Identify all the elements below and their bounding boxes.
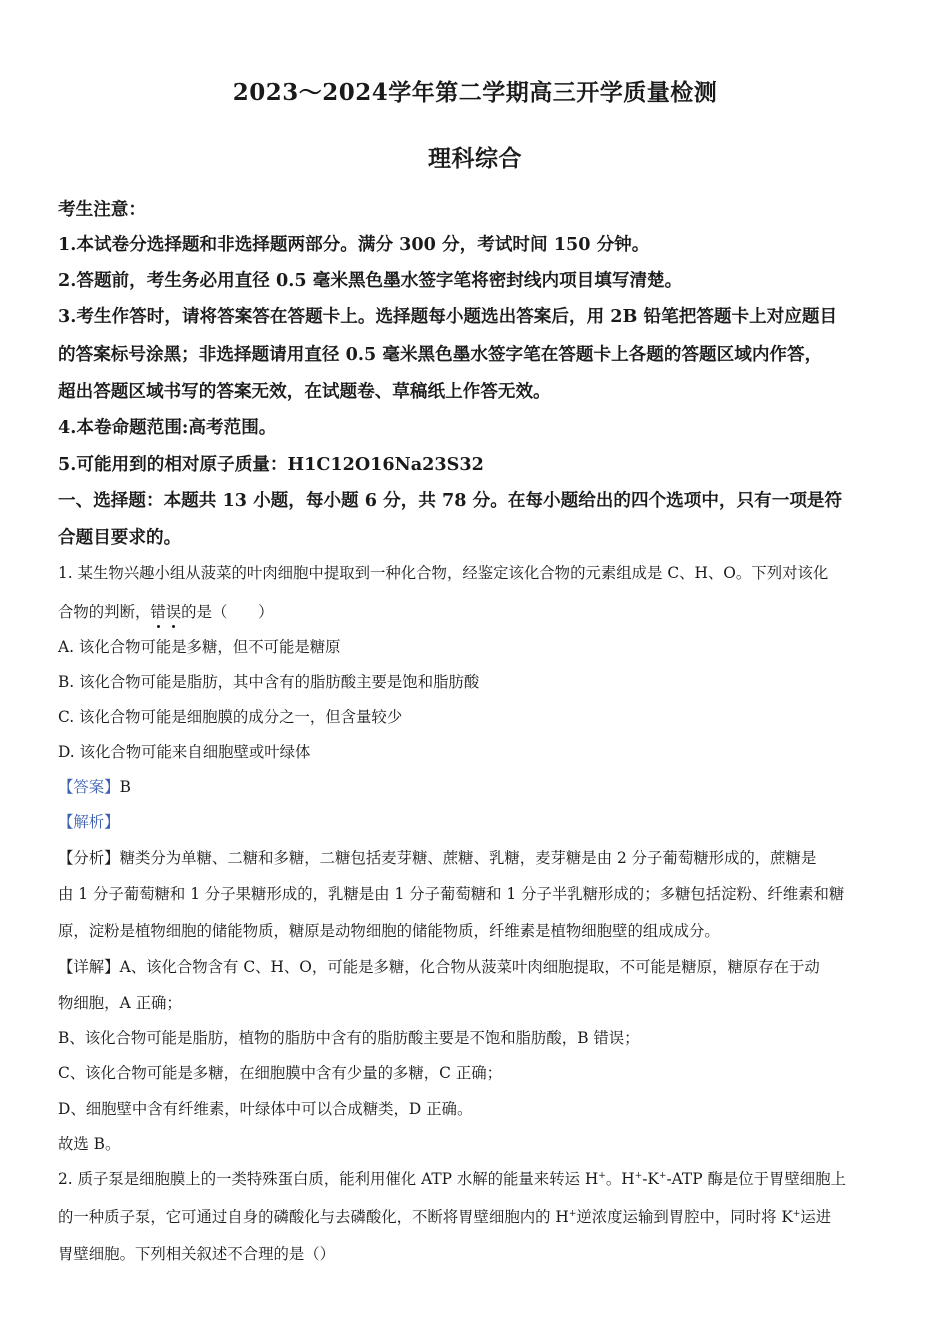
emphasis-char-2: 误 (165, 603, 182, 621)
notice-item-3-line-3: 超出答题区域书写的答案无效，在试题卷、草稿纸上作答无效。 (58, 381, 551, 402)
notice-item-4: 4.本卷命题范围:高考范围。 (58, 417, 277, 438)
detail-line-d: D、细胞壁中含有纤维素，叶绿体中可以合成糖类，D 正确。 (58, 1100, 473, 1118)
question-1-stem-part-b: 的是（ ） (181, 603, 274, 621)
question-1-option-a: A. 该化合物可能是多糖，但不可能是糖原 (58, 638, 341, 656)
question-1-stem-line-2 (58, 600, 898, 622)
detail-text-1: A、该化合物含有 C、H、O，可能是多糖，化合物从菠菜叶肉细胞提取，不可能是糖原，糖原存在于动 (119, 958, 820, 976)
question-1-stem-line-1: 1. 某生物兴趣小组从菠菜的叶肉细胞中提取到一种化合物，经鉴定该化合物的元素组成是 C、H、O。下列对该化 (58, 564, 829, 582)
detail-line-c: C、该化合物可能是多糖，在细胞膜中含有少量的多糖，C 正确； (58, 1064, 502, 1082)
analysis-line-3: 原，淀粉是植物细胞的储能物质，糖原是动物细胞的储能物质，纤维素是植物细胞壁的组成成分。 (58, 922, 720, 940)
q2-text-1a: 2. 质子泵是细胞膜上的一类特殊蛋白质，能利用催化 ATP 水解的能量来转运 H (58, 1170, 599, 1188)
q2-text-2a: 的一种质子泵，它可通过自身的磷酸化与去磷酸化，不断将胃壁细胞内的 H (58, 1208, 569, 1226)
exam-subtitle: 理科综合 (428, 145, 522, 172)
notice-item-3-line-1: 3.考生作答时，请将答案答在答题卡上。选择题每小题选出答案后，用 2B 铅笔把答题卡上对应题目 (58, 306, 838, 327)
solution-tag: 【解析】 (58, 813, 120, 831)
question-2-line-2 (58, 1205, 898, 1227)
q2-sup-3: + (658, 1171, 667, 1181)
q2-text-2c: 运进 (800, 1208, 832, 1226)
notice-heading: 考生注意： (58, 199, 146, 220)
conclusion-line: 故选 B。 (58, 1135, 121, 1153)
section-heading-line-2: 合题目要求的。 (58, 527, 182, 548)
section-heading-line-1: 一、选择题：本题共 13 小题，每小题 6 分，共 78 分。在每小题给出的四个选项中，只有一项是符 (58, 490, 843, 511)
question-1-stem-part-a: 合物的判断， (58, 603, 151, 621)
question-2-line-1 (58, 1167, 898, 1189)
question-1-option-d: D. 该化合物可能来自细胞壁或叶绿体 (58, 743, 311, 761)
question-1-option-b: B. 该化合物可能是脂肪，其中含有的脂肪酸主要是饱和脂肪酸 (58, 673, 480, 691)
notice-item-2: 2.答题前，考生务必用直径 0.5 毫米黑色墨水签字笔将密封线内项目填写清楚。 (58, 270, 683, 291)
question-1-option-c: C. 该化合物可能是细胞膜的成分之一，但含量较少 (58, 708, 403, 726)
detail-line-2: 物细胞，A 正确； (58, 994, 182, 1012)
analysis-tag: 【分析】 (58, 849, 120, 867)
emphasis-char-1: 错 (150, 603, 166, 621)
q2-sup-1: + (598, 1171, 606, 1181)
answer-tag: 【答案】 (58, 778, 120, 796)
answer-line (58, 775, 898, 797)
detail-line-b: B、该化合物可能是脂肪，植物的脂肪中含有的脂肪酸主要是不饱和脂肪酸，B 错误； (58, 1029, 640, 1047)
notice-item-1: 1.本试卷分选择题和非选择题两部分。满分 300 分，考试时间 150 分钟。 (58, 234, 650, 255)
q2-text-1c: -K (642, 1170, 659, 1188)
q2-sup-5: + (792, 1209, 801, 1219)
detail-line-1 (58, 955, 898, 977)
analysis-line-2: 由 1 分子葡萄糖和 1 分子果糖形成的，乳糖是由 1 分子葡萄糖和 1 分子半乳糖形成的；多糖包括淀粉、纤维素和糖 (58, 885, 845, 903)
detail-tag: 【详解】 (58, 958, 120, 976)
q2-sup-4: + (568, 1209, 577, 1219)
analysis-text-1: 糖类分为单糖、二糖和多糖，二糖包括麦芽糖、蔗糖、乳糖，麦芽糖是由 2 分子葡萄糖形成的，蔗糖是 (119, 849, 817, 867)
q2-text-2b: 逆浓度运输到胃腔中，同时将 K (576, 1208, 793, 1226)
exam-title: 2023～2024学年第二学期高三开学质量检测 (232, 79, 718, 106)
q2-sup-2: + (634, 1171, 643, 1181)
notice-item-3-line-2: 的答案标号涂黑；非选择题请用直径 0.5 毫米黑色墨水签字笔在答题卡上各题的答题区域内作答， (58, 344, 823, 365)
question-2-line-3: 胃壁细胞。下列相关叙述不合理的是（） (58, 1245, 336, 1263)
q2-text-1b: 。H (605, 1170, 635, 1188)
q2-text-1d: -ATP 酶是位于胃壁细胞上 (666, 1170, 846, 1188)
analysis-line-1 (58, 846, 898, 868)
answer-value: B (119, 778, 131, 796)
notice-item-5: 5.可能用到的相对原子质量：H1C12O16Na23S32 (58, 454, 484, 475)
